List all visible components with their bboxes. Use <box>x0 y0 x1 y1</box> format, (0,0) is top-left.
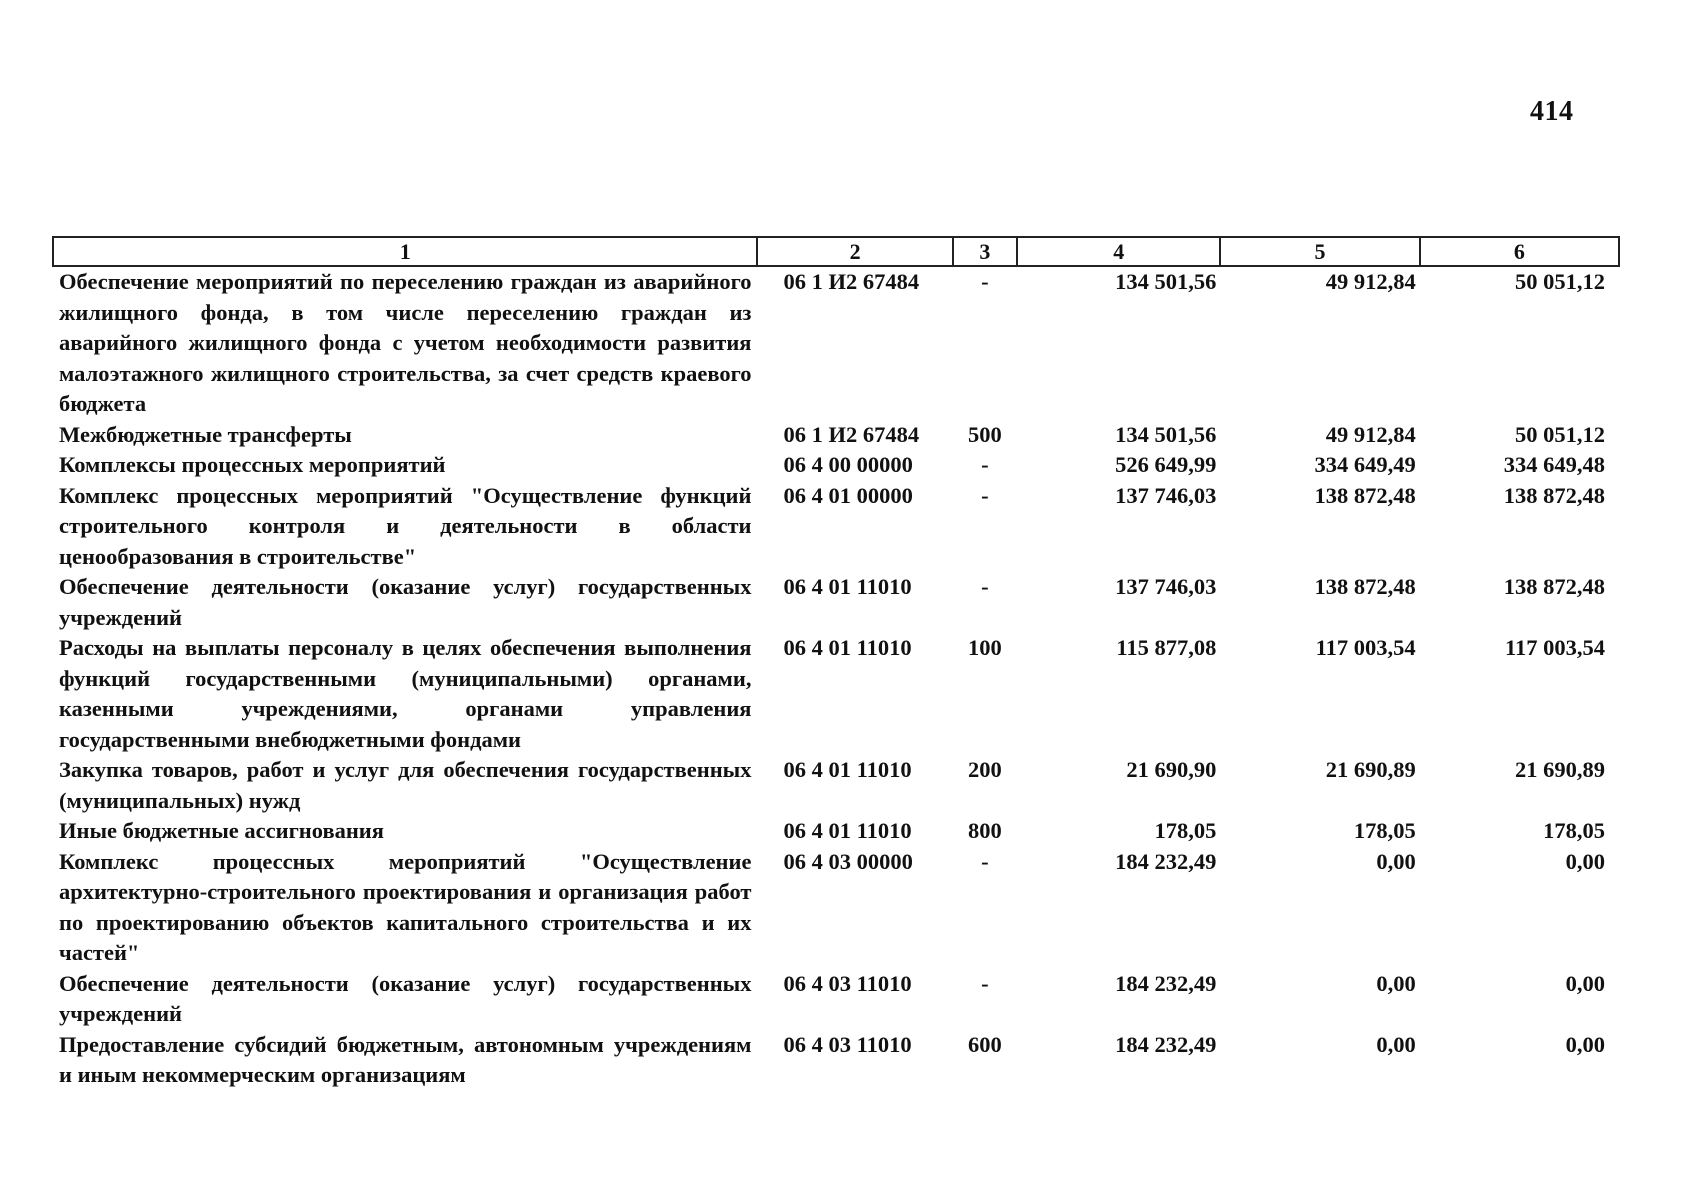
row-code: 06 4 01 11010 <box>783 635 912 660</box>
row-expense-type: 600 <box>968 1031 1002 1057</box>
row-value-col5: 0,00 <box>1376 970 1416 996</box>
row-value-col5: 117 003,54 <box>1315 635 1416 660</box>
row-name: Иные бюджетные ассигнования <box>59 818 384 843</box>
row-expense-type: - <box>981 970 989 996</box>
row-value-col4: 134 501,56 <box>1115 269 1217 294</box>
row-name: Обеспечение деятельности (оказание услуг) государственных учреждений <box>59 970 752 1026</box>
row-value-col4: 115 877,08 <box>1116 635 1217 660</box>
row-code: 06 4 03 11010 <box>783 970 912 996</box>
row-value-col5: 49 912,84 <box>1325 421 1416 447</box>
row-value-col4: 526 649,99 <box>1115 452 1217 477</box>
row-code: 06 1 И2 67484 <box>783 269 920 294</box>
row-value-col6: 21 690,89 <box>1515 757 1605 782</box>
row-name: Расходы на выплаты персоналу в целях обеспечения выполнения функций государственными (муниципальными) органами, казенными учреждениями, органами управления государственными внебюджетными фондами <box>59 635 752 752</box>
row-value-col4: 21 690,90 <box>1126 757 1217 782</box>
column-header-5: 5 <box>1220 237 1419 266</box>
row-name: Межбюджетные трансферты <box>59 421 352 447</box>
table-row <box>53 266 1619 420</box>
row-code: 06 4 01 11010 <box>783 574 912 599</box>
row-expense-type: - <box>981 574 989 599</box>
row-value-col4: 134 501,56 <box>1115 421 1217 447</box>
table-row <box>53 572 1619 633</box>
row-code: 06 4 03 11010 <box>783 1031 912 1057</box>
row-value-col6: 138 872,48 <box>1503 574 1605 599</box>
row-expense-type: 500 <box>968 421 1002 447</box>
table-row <box>53 755 1619 816</box>
row-value-col6: 50 051,12 <box>1515 269 1605 294</box>
row-code: 06 4 01 11010 <box>783 818 912 843</box>
table-row <box>53 481 1619 573</box>
row-code: 06 4 00 00000 <box>783 452 913 477</box>
row-value-col4: 184 232,49 <box>1115 1031 1217 1057</box>
row-value-col6: 50 051,12 <box>1515 421 1605 447</box>
row-code: 06 4 01 11010 <box>783 757 912 782</box>
table-row <box>53 816 1619 847</box>
row-code: 06 1 И2 67484 <box>783 421 920 447</box>
column-header-1: 1 <box>53 237 757 266</box>
row-value-col6: 0,00 <box>1565 1031 1605 1057</box>
row-code: 06 4 01 00000 <box>783 482 913 508</box>
row-value-col4: 184 232,49 <box>1115 970 1217 996</box>
row-name: Комплексы процессных мероприятий <box>59 452 446 477</box>
column-header-2: 2 <box>757 237 952 266</box>
table-header-row <box>53 237 1619 266</box>
table-row <box>53 1030 1619 1091</box>
budget-table <box>52 236 1620 1091</box>
table-header <box>53 237 1619 266</box>
column-header-6: 6 <box>1420 237 1619 266</box>
table-row <box>53 969 1619 1030</box>
row-expense-type: 200 <box>968 757 1002 782</box>
table-row <box>53 633 1619 755</box>
row-value-col6: 178,05 <box>1543 818 1605 843</box>
row-value-col4: 184 232,49 <box>1115 848 1217 874</box>
row-value-col6: 334 649,48 <box>1503 452 1605 477</box>
row-value-col5: 0,00 <box>1376 848 1416 874</box>
row-name: Комплекс процессных мероприятий "Осуществление функций строительного контроля и деятельности в области ценообразования в строительстве" <box>59 482 752 569</box>
table-row <box>53 847 1619 969</box>
row-value-col5: 0,00 <box>1376 1031 1416 1057</box>
row-expense-type: - <box>981 482 989 508</box>
row-expense-type: 100 <box>968 635 1002 660</box>
row-expense-type: - <box>981 452 989 477</box>
row-value-col4: 178,05 <box>1154 818 1217 843</box>
row-value-col4: 137 746,03 <box>1115 574 1217 599</box>
row-value-col6: 138 872,48 <box>1503 482 1605 508</box>
row-name: Предоставление субсидий бюджетным, автономным учреждениям и иным некоммерческим организациям <box>59 1031 752 1087</box>
row-value-col5: 49 912,84 <box>1325 269 1416 294</box>
row-name: Комплекс процессных мероприятий "Осуществление архитектурно-строительного проектирования и организация работ по проектированию объектов капитального строительства и их частей" <box>59 848 752 965</box>
row-name: Обеспечение мероприятий по переселению граждан из аварийного жилищного фонда, в том числе переселению граждан из аварийного жилищного фонда с учетом необходимости развития малоэтажного жилищного строительства, за счет средств краевого бюджета <box>59 269 752 416</box>
row-value-col6: 0,00 <box>1565 848 1605 874</box>
row-value-col4: 137 746,03 <box>1115 482 1217 508</box>
table-row <box>53 420 1619 451</box>
row-value-col5: 334 649,49 <box>1314 452 1416 477</box>
row-value-col5: 138 872,48 <box>1314 482 1416 508</box>
row-value-col6: 117 003,54 <box>1504 635 1605 660</box>
table-row <box>53 450 1619 481</box>
page-number: 414 <box>1530 96 1574 127</box>
row-value-col5: 138 872,48 <box>1314 574 1416 599</box>
table-body <box>53 266 1619 1091</box>
row-name: Закупка товаров, работ и услуг для обеспечения государственных (муниципальных) нужд <box>59 757 752 813</box>
row-value-col5: 178,05 <box>1353 818 1416 843</box>
column-header-3: 3 <box>953 237 1017 266</box>
row-name: Обеспечение деятельности (оказание услуг) государственных учреждений <box>59 574 752 630</box>
column-header-4: 4 <box>1017 237 1220 266</box>
row-expense-type: 800 <box>968 818 1002 843</box>
row-value-col6: 0,00 <box>1565 970 1605 996</box>
row-value-col5: 21 690,89 <box>1325 757 1416 782</box>
row-expense-type: - <box>981 848 989 874</box>
row-code: 06 4 03 00000 <box>783 848 913 874</box>
row-expense-type: - <box>981 269 989 294</box>
